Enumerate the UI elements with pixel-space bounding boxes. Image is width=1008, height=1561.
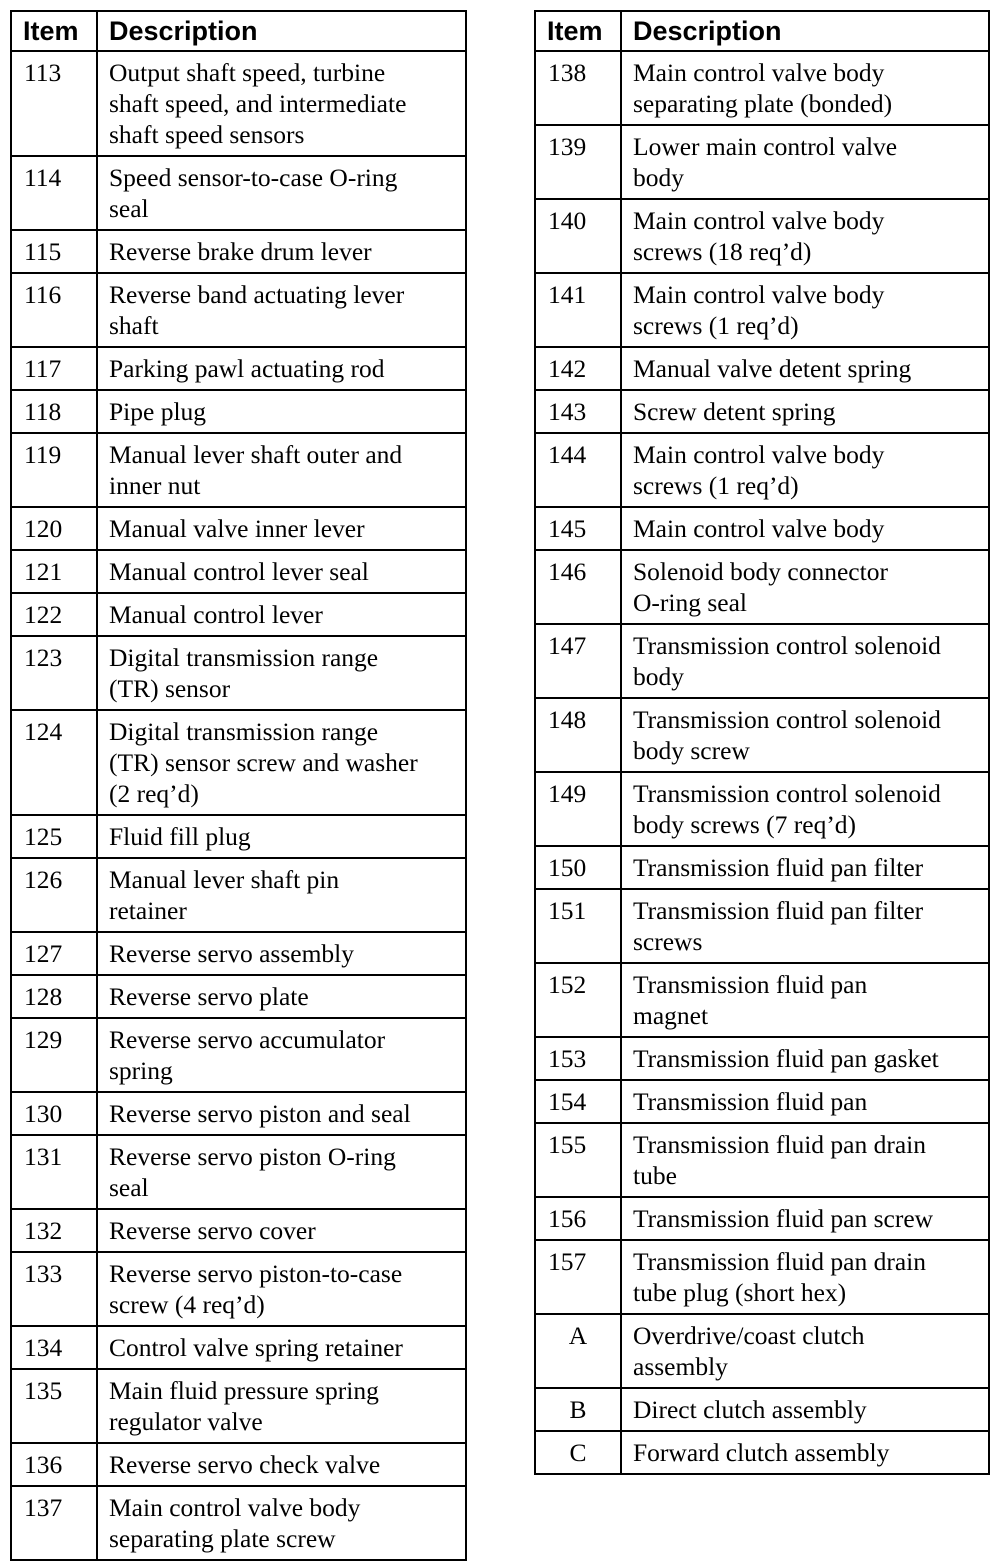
item-number: 138: [535, 51, 621, 125]
table-row: [11, 433, 466, 507]
item-column-header: Item: [535, 11, 621, 51]
item-description: Reverse servo accumulator spring: [97, 1018, 466, 1092]
item-description: Main control valve body separating plate (bonded): [621, 51, 989, 125]
table-row: [535, 347, 989, 390]
table-row: [535, 698, 989, 772]
item-number: 130: [11, 1092, 97, 1135]
item-number: 129: [11, 1018, 97, 1092]
item-number: 125: [11, 815, 97, 858]
item-number: 113: [11, 51, 97, 156]
item-number: 151: [535, 889, 621, 963]
item-number: 156: [535, 1197, 621, 1240]
item-number: 152: [535, 963, 621, 1037]
item-description: Transmission fluid pan magnet: [621, 963, 989, 1037]
item-description: Reverse brake drum lever: [97, 230, 466, 273]
table-row: [535, 1080, 989, 1123]
item-number: 145: [535, 507, 621, 550]
item-number: 115: [11, 230, 97, 273]
table-row: [535, 1037, 989, 1080]
table-row: [11, 1326, 466, 1369]
item-number: 134: [11, 1326, 97, 1369]
table-row: [535, 273, 989, 347]
table-row: [535, 1123, 989, 1197]
table-row: [11, 636, 466, 710]
description-column-header: Description: [97, 11, 466, 51]
header-row: [11, 11, 466, 51]
item-number: 157: [535, 1240, 621, 1314]
table-row: [535, 433, 989, 507]
item-number: 147: [535, 624, 621, 698]
table-row: [11, 975, 466, 1018]
table-row: [535, 550, 989, 624]
item-number: 118: [11, 390, 97, 433]
item-description: Speed sensor-to-case O-ring seal: [97, 156, 466, 230]
item-number: 114: [11, 156, 97, 230]
item-description: Digital transmission range (TR) sensor: [97, 636, 466, 710]
table-row: [11, 710, 466, 815]
table-row: [11, 230, 466, 273]
item-description: Transmission control solenoid body screws (7 req’d): [621, 772, 989, 846]
item-description: Main control valve body: [621, 507, 989, 550]
item-description: Reverse servo assembly: [97, 932, 466, 975]
table-row: [11, 932, 466, 975]
item-description: Transmission fluid pan screw: [621, 1197, 989, 1240]
table-row: [11, 1443, 466, 1486]
item-number: B: [535, 1388, 621, 1431]
item-column-header: Item: [11, 11, 97, 51]
item-description: Main control valve body screws (1 req’d): [621, 273, 989, 347]
item-number: 140: [535, 199, 621, 273]
table-row: [11, 507, 466, 550]
parts-table-right: [534, 10, 990, 1475]
table-row: [535, 1431, 989, 1474]
description-column-header: Description: [621, 11, 989, 51]
item-number: 121: [11, 550, 97, 593]
item-description: Manual lever shaft outer and inner nut: [97, 433, 466, 507]
item-number: 117: [11, 347, 97, 390]
item-description: Manual control lever seal: [97, 550, 466, 593]
item-number: 139: [535, 125, 621, 199]
item-description: Reverse servo plate: [97, 975, 466, 1018]
item-description: Fluid fill plug: [97, 815, 466, 858]
table-row: [535, 963, 989, 1037]
item-number: 127: [11, 932, 97, 975]
item-description: Lower main control valve body: [621, 125, 989, 199]
table-row: [11, 1252, 466, 1326]
table-row: [11, 815, 466, 858]
table-row: [11, 390, 466, 433]
item-number: 128: [11, 975, 97, 1018]
item-number: C: [535, 1431, 621, 1474]
table-row: [535, 1314, 989, 1388]
item-number: 141: [535, 273, 621, 347]
table-row: [535, 889, 989, 963]
table-row: [11, 1209, 466, 1252]
item-description: Main control valve body screws (18 req’d): [621, 199, 989, 273]
table-row: [535, 1240, 989, 1314]
item-description: Direct clutch assembly: [621, 1388, 989, 1431]
item-description: Reverse servo check valve: [97, 1443, 466, 1486]
item-number: 146: [535, 550, 621, 624]
item-description: Transmission fluid pan gasket: [621, 1037, 989, 1080]
item-description: Transmission fluid pan drain tube: [621, 1123, 989, 1197]
item-description: Output shaft speed, turbine shaft speed, and intermediate shaft speed sensors: [97, 51, 466, 156]
item-description: Main control valve body separating plate screw: [97, 1486, 466, 1560]
table-row: [11, 1018, 466, 1092]
item-description: Transmission control solenoid body: [621, 624, 989, 698]
parts-table-left: [10, 10, 467, 1561]
table-row: [11, 1486, 466, 1560]
item-description: Reverse servo piston O-ring seal: [97, 1135, 466, 1209]
item-description: Control valve spring retainer: [97, 1326, 466, 1369]
item-number: 116: [11, 273, 97, 347]
table-row: [535, 1197, 989, 1240]
table-row: [535, 772, 989, 846]
item-description: Screw detent spring: [621, 390, 989, 433]
item-number: 122: [11, 593, 97, 636]
table-row: [11, 273, 466, 347]
item-number: 119: [11, 433, 97, 507]
item-number: 124: [11, 710, 97, 815]
item-description: Digital transmission range (TR) sensor screw and washer (2 req’d): [97, 710, 466, 815]
item-number: 126: [11, 858, 97, 932]
table-row: [11, 858, 466, 932]
item-number: 142: [535, 347, 621, 390]
item-description: Transmission fluid pan filter: [621, 846, 989, 889]
item-number: 155: [535, 1123, 621, 1197]
item-number: 143: [535, 390, 621, 433]
table-row: [535, 51, 989, 125]
item-description: Reverse band actuating lever shaft: [97, 273, 466, 347]
table-row: [11, 156, 466, 230]
item-description: Parking pawl actuating rod: [97, 347, 466, 390]
table-row: [11, 593, 466, 636]
item-description: Reverse servo cover: [97, 1209, 466, 1252]
item-number: 153: [535, 1037, 621, 1080]
table-row: [11, 1135, 466, 1209]
item-number: 135: [11, 1369, 97, 1443]
item-description: Main control valve body screws (1 req’d): [621, 433, 989, 507]
table-row: [11, 347, 466, 390]
item-number: 131: [11, 1135, 97, 1209]
item-description: Transmission control solenoid body screw: [621, 698, 989, 772]
table-row: [11, 1369, 466, 1443]
item-description: Manual valve inner lever: [97, 507, 466, 550]
item-number: 148: [535, 698, 621, 772]
table-row: [535, 624, 989, 698]
item-number: 133: [11, 1252, 97, 1326]
item-description: Pipe plug: [97, 390, 466, 433]
item-number: 123: [11, 636, 97, 710]
table-row: [535, 390, 989, 433]
table-row: [535, 199, 989, 273]
table-row: [11, 1092, 466, 1135]
item-description: Manual valve detent spring: [621, 347, 989, 390]
item-description: Reverse servo piston and seal: [97, 1092, 466, 1135]
item-description: Transmission fluid pan drain tube plug (short hex): [621, 1240, 989, 1314]
item-description: Transmission fluid pan: [621, 1080, 989, 1123]
item-number: 120: [11, 507, 97, 550]
item-description: Reverse servo piston-to-case screw (4 req’d): [97, 1252, 466, 1326]
item-number: 132: [11, 1209, 97, 1252]
table-row: [11, 51, 466, 156]
table-row: [535, 507, 989, 550]
item-description: Solenoid body connector O-ring seal: [621, 550, 989, 624]
item-number: 137: [11, 1486, 97, 1560]
table-row: [535, 125, 989, 199]
item-number: A: [535, 1314, 621, 1388]
item-description: Forward clutch assembly: [621, 1431, 989, 1474]
item-number: 136: [11, 1443, 97, 1486]
item-number: 150: [535, 846, 621, 889]
item-number: 154: [535, 1080, 621, 1123]
table-row: [535, 846, 989, 889]
table-row: [535, 1388, 989, 1431]
header-row: [535, 11, 989, 51]
item-number: 149: [535, 772, 621, 846]
item-description: Main fluid pressure spring regulator valve: [97, 1369, 466, 1443]
item-description: Manual control lever: [97, 593, 466, 636]
item-description: Transmission fluid pan filter screws: [621, 889, 989, 963]
table-row: [11, 550, 466, 593]
item-number: 144: [535, 433, 621, 507]
item-description: Overdrive/coast clutch assembly: [621, 1314, 989, 1388]
item-description: Manual lever shaft pin retainer: [97, 858, 466, 932]
